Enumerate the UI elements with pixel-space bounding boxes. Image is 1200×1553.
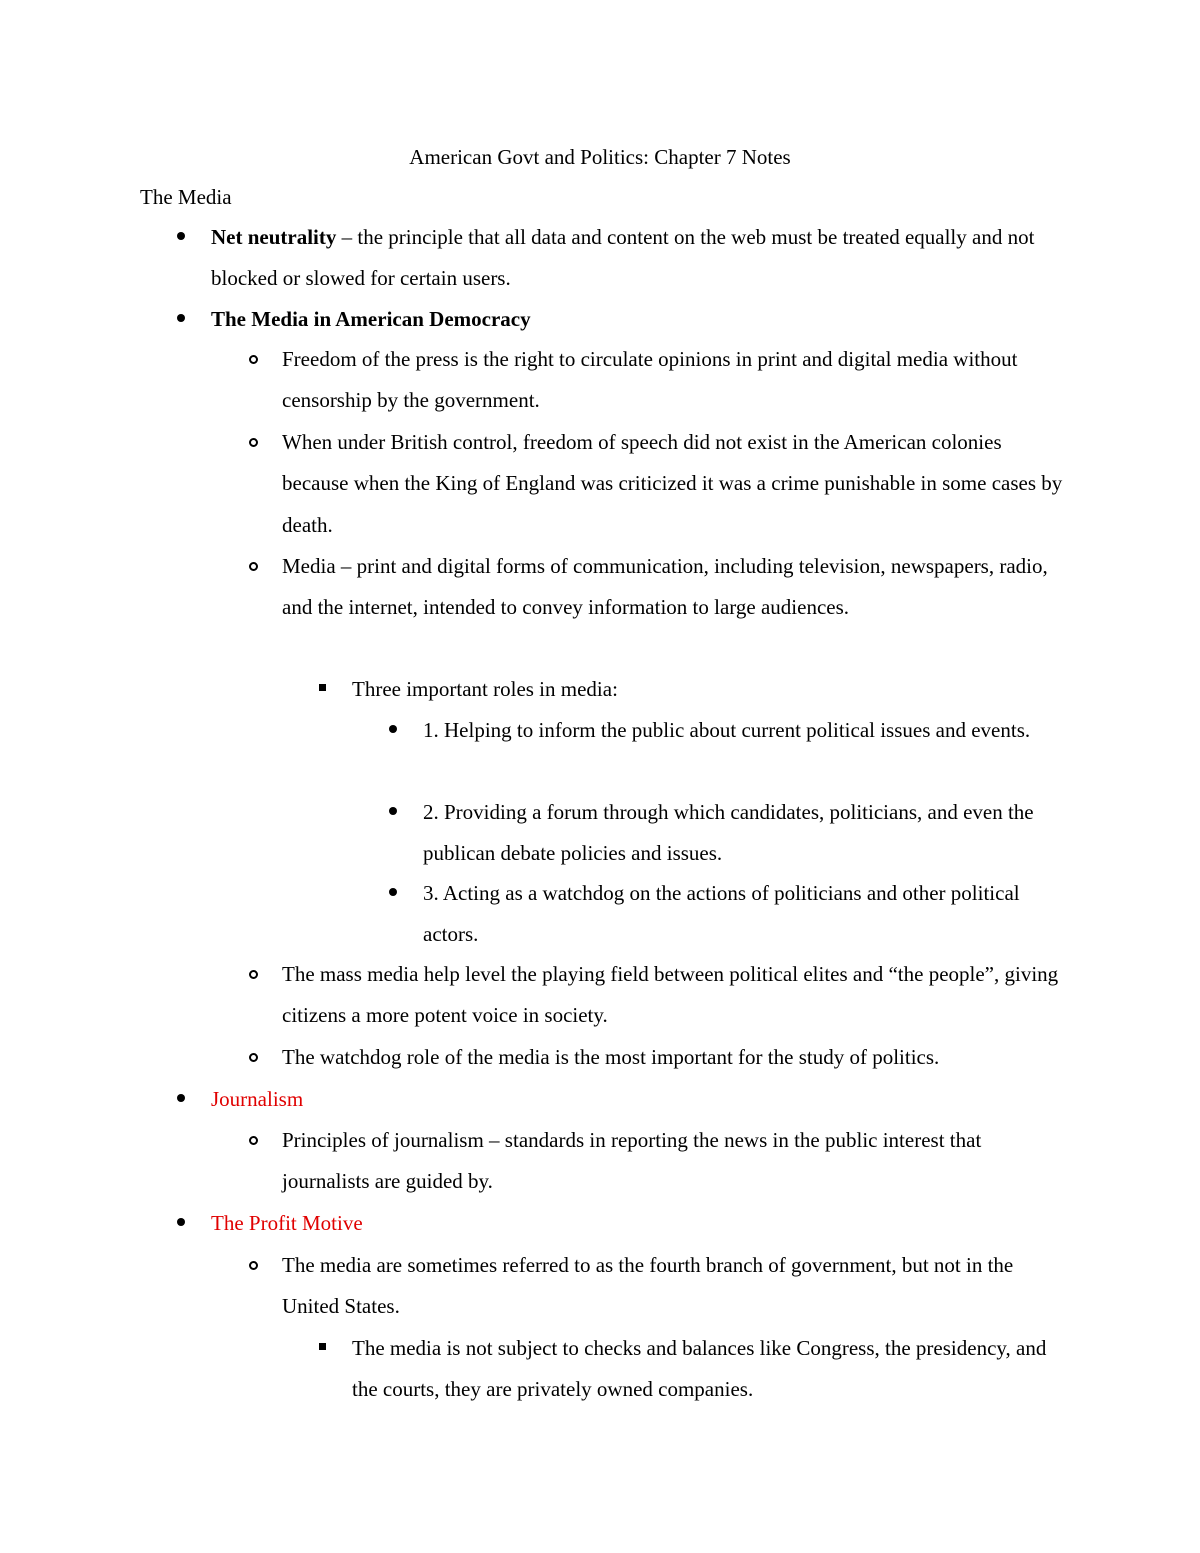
heading-media-in-democracy: The Media in American Democracy [211, 307, 531, 331]
text-principles-of-journalism: Principles of journalism – standards in reporting the news in the public interest that journalists are guided by. [282, 1128, 982, 1194]
bullet-circle-icon [246, 339, 266, 380]
bullet-square-icon [316, 1328, 336, 1369]
list-item-mass-media [282, 954, 1072, 1037]
section-heading: The Media [140, 185, 232, 209]
text-media-definition: Media – print and digital forms of communication, including television, newspapers, radio, and the internet, intended to convey information to large audiences. [282, 554, 1048, 620]
text-mass-media: The mass media help level the playing field between political elites and “the people”, giving citizens a more potent voice in society. [282, 962, 1059, 1028]
text-role-2: 2. Providing a forum through which candidates, politicians, and even the publican debate policies and issues. [423, 800, 1034, 866]
bullet-circle-icon [246, 1037, 266, 1078]
text-watchdog-role: The watchdog role of the media is the most important for the study of politics. [282, 1045, 940, 1069]
list-item-british-control [282, 422, 1072, 546]
text-role-1: 1. Helping to inform the public about current political issues and events. [423, 718, 1031, 742]
text-role-3: 3. Acting as a watchdog on the actions of politicians and other political actors. [423, 881, 1020, 947]
text-fourth-branch: The media are sometimes referred to as the fourth branch of government, but not in the United States. [282, 1253, 1014, 1319]
list-item-watchdog-role [282, 1037, 1072, 1078]
bullet-dot-icon [387, 792, 407, 833]
list-item-role-2 [423, 792, 1053, 875]
bullet-square-icon [316, 669, 336, 710]
list-item-journalism [211, 1079, 1081, 1120]
text-checks-balances: The media is not subject to checks and balances like Congress, the presidency, and the courts, they are privately owned companies. [352, 1336, 1047, 1402]
list-item-media-definition [282, 546, 1072, 629]
bullet-dot-icon [175, 217, 195, 258]
list-item-role-1 [423, 710, 1053, 751]
bullet-circle-icon [246, 422, 266, 463]
list-item-role-3 [423, 873, 1053, 956]
bullet-circle-icon [246, 546, 266, 587]
page-title: American Govt and Politics: Chapter 7 Notes [409, 145, 791, 169]
list-item-profit-motive [211, 1203, 1081, 1244]
bullet-circle-icon [246, 1245, 266, 1286]
list-item-media-in-democracy [211, 299, 1081, 340]
bullet-dot-icon [387, 873, 407, 914]
bullet-dot-icon [175, 299, 195, 340]
bullet-dot-icon [175, 1079, 195, 1120]
heading-profit-motive: The Profit Motive [211, 1211, 363, 1235]
bullet-dot-icon [175, 1203, 195, 1244]
list-item-three-roles [352, 669, 1052, 710]
definition-net-neutrality: – the principle that all data and content on the web must be treated equally and not blocked or slowed for certain users. [211, 225, 1035, 291]
list-item-net-neutrality [211, 217, 1081, 300]
text-freedom-of-press: Freedom of the press is the right to circulate opinions in print and digital media without censorship by the government. [282, 347, 1018, 413]
term-net-neutrality: Net neutrality [211, 225, 337, 249]
bullet-dot-icon [387, 710, 407, 751]
heading-journalism: Journalism [211, 1087, 304, 1111]
list-item-principles-of-journalism [282, 1120, 1072, 1203]
text-british-control: When under British control, freedom of speech did not exist in the American colonies because when the King of England was criticized it was a crime punishable in some cases by death. [282, 430, 1063, 537]
list-item-checks-balances [352, 1328, 1052, 1411]
bullet-circle-icon [246, 1120, 266, 1161]
list-item-freedom-of-press [282, 339, 1072, 422]
list-item-fourth-branch [282, 1245, 1072, 1328]
text-three-roles: Three important roles in media: [352, 677, 618, 701]
bullet-circle-icon [246, 954, 266, 995]
